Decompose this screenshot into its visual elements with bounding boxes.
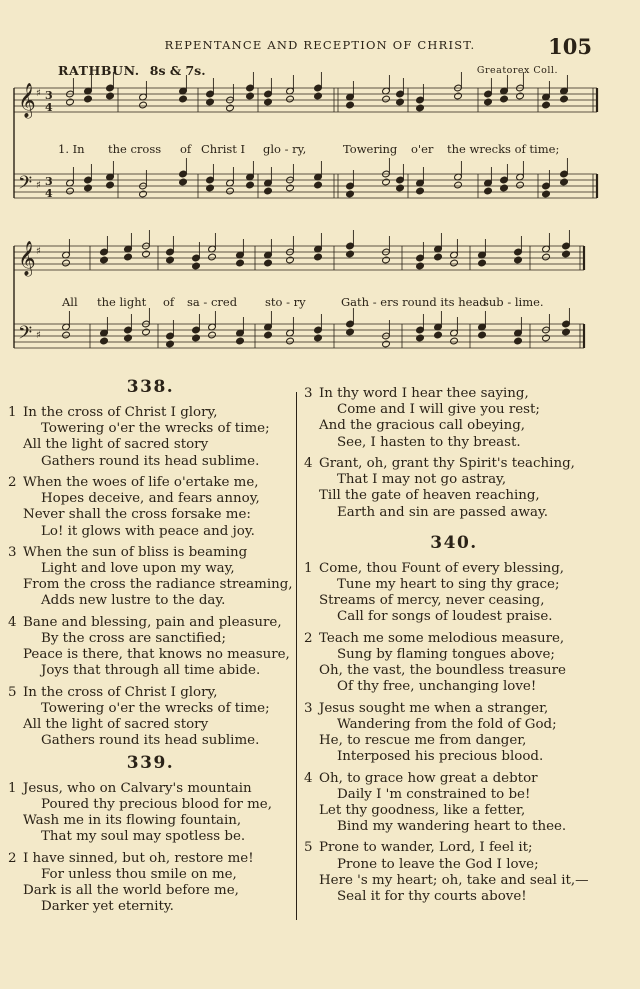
verse-line: [304, 593, 604, 609]
verse-text: Towering o'er the wrecks of time;: [41, 421, 270, 437]
verse-line: [304, 717, 604, 733]
running-header: REPENTANCE AND RECEPTION OF CHRIST.: [164, 38, 476, 52]
verse-number: 5: [304, 840, 313, 856]
verse: [8, 405, 293, 470]
verse-text: Seal it for thy courts above!: [337, 889, 527, 904]
verse-line: [304, 435, 604, 451]
verse-number: 3: [304, 386, 313, 401]
verse: [304, 701, 604, 766]
note-head: [416, 104, 425, 112]
verse-text: For unless thou smile on me,: [41, 866, 237, 882]
verse-line: [8, 524, 293, 540]
treble-clef-icon: 𝄞: [18, 83, 36, 118]
note-head: [454, 92, 463, 100]
note-head: [246, 181, 255, 189]
note-head: [416, 334, 425, 342]
hymn-340: [304, 561, 604, 906]
verse-line: [8, 437, 293, 453]
note-head: [478, 259, 487, 267]
note-head: [382, 256, 391, 264]
verse-number: 2: [304, 630, 313, 646]
verse-line: [304, 505, 604, 521]
note-head: [166, 256, 175, 264]
verse-line: [304, 803, 604, 819]
verse: [304, 631, 604, 696]
verse-text: Teach me some melodious measure,: [319, 630, 565, 646]
verse-line: [304, 857, 604, 873]
note-head: [396, 184, 405, 192]
time-signature-icon: 3: [45, 175, 53, 188]
note-head: [434, 331, 443, 339]
note-head: [142, 328, 151, 336]
note-head: [484, 98, 493, 106]
verse-number: 1: [8, 780, 17, 796]
verse-number: 5: [8, 684, 17, 700]
verse-text: Peace is there, that knows no measure,: [23, 647, 290, 663]
lyric-syllable: Towering: [343, 142, 398, 156]
note-head: [314, 334, 323, 342]
key-sharp-icon: ♯: [36, 246, 41, 257]
verse-text: Earth and sin are passed away.: [337, 504, 548, 520]
verse-line: [304, 873, 604, 889]
verse-text: Darker yet eternity.: [41, 899, 174, 915]
verse-text: When the woes of life o'ertake me,: [23, 474, 259, 490]
verse-text: All the light of sacred story: [23, 717, 209, 733]
verse: [304, 456, 604, 521]
note-head: [62, 331, 71, 339]
verse-text: That my soul may spotless be.: [41, 829, 246, 845]
verse-line: [8, 899, 293, 915]
verse-text: In the cross of Christ I glory,: [23, 684, 218, 700]
verse-line: [8, 781, 293, 797]
verse-text: Never shall the cross forsake me:: [23, 507, 251, 523]
note-head: [106, 181, 115, 189]
lyric-syllable: of: [180, 142, 192, 156]
hymn-number: 339.: [126, 752, 175, 773]
verse-line: [8, 475, 293, 491]
verse-line: [8, 491, 293, 507]
note-head: [396, 98, 405, 106]
verse-text: Sung by flaming tongues above;: [337, 646, 555, 662]
verse-text: That I may not go astray,: [337, 472, 507, 488]
note-head: [286, 184, 295, 192]
note-head: [206, 184, 215, 192]
verse-text: Prone to wander, Lord, I feel it;: [319, 840, 533, 856]
note-head: [542, 190, 551, 198]
note-head: [179, 178, 188, 186]
verse-line: [8, 813, 293, 829]
verse-line: [8, 883, 293, 899]
verse-text: Bind my wandering heart to thee.: [337, 819, 567, 835]
verse-text: Towering o'er the wrecks of time;: [41, 700, 270, 716]
hymn-number: 340.: [430, 532, 478, 553]
verse-line: [304, 386, 604, 402]
note-head: [478, 331, 487, 339]
verse-text: Prone to leave the God I love;: [337, 856, 539, 872]
verse-text: Joys that through all time abide.: [41, 663, 261, 679]
verse-text: Light and love upon my way,: [41, 561, 235, 577]
verse-text: Adds new lustre to the day.: [41, 593, 226, 609]
verse-number: 3: [8, 544, 17, 560]
verse-text: Interposed his precious blood.: [337, 749, 544, 765]
note-head: [139, 101, 148, 109]
verse-line: [304, 561, 604, 577]
verse-line: [304, 456, 604, 472]
verse-text: Let thy goodness, like a fetter,: [319, 802, 526, 818]
verse-text: Gathers round its head sublime.: [41, 453, 260, 469]
note-head: [166, 340, 175, 348]
note-head: [139, 190, 148, 198]
verse-text: By the cross are sanctified;: [41, 631, 226, 646]
note-head: [208, 253, 217, 261]
tune-name: RATHBUN.: [58, 63, 140, 78]
verse-line: [8, 685, 293, 701]
hymn-339-part1: [8, 781, 293, 916]
verse: [8, 685, 293, 750]
verse-number: 2: [8, 850, 17, 866]
note-head: [206, 98, 215, 106]
note-head: [416, 187, 425, 195]
verse-text: Hopes deceive, and fears annoy,: [41, 491, 260, 507]
treble-clef-icon: 𝄞: [18, 241, 36, 276]
verse-line: [304, 771, 604, 787]
lyric-syllable: o'er: [411, 142, 434, 156]
verse-line: [8, 733, 293, 749]
note-head: [84, 95, 93, 103]
note-head: [314, 181, 323, 189]
note-head: [416, 262, 425, 270]
verse-line: [304, 577, 604, 593]
note-head: [264, 331, 273, 339]
verse-line: [304, 402, 604, 418]
verse-text: See, I hasten to thy breast.: [337, 434, 521, 450]
lyric-syllable: 1. In: [58, 142, 85, 156]
verse-text: Oh, to grace how great a debtor: [319, 770, 538, 786]
time-signature-icon: 4: [45, 101, 53, 114]
verse-text: He, to rescue me from danger,: [319, 732, 527, 748]
verse-line: [8, 421, 293, 437]
note-head: [264, 187, 273, 195]
verse-line: [8, 561, 293, 577]
note-head: [484, 187, 493, 195]
note-head: [514, 256, 523, 264]
note-head: [500, 95, 509, 103]
note-head: [84, 184, 93, 192]
note-head: [514, 337, 523, 345]
verse-line: [304, 889, 604, 905]
lyric-syllable: of: [163, 295, 175, 309]
note-head: [192, 262, 201, 270]
note-head: [516, 92, 525, 100]
verse-line: [304, 631, 604, 647]
verse-line: [8, 851, 293, 867]
column-divider: [296, 392, 297, 920]
verse-line: [304, 819, 604, 835]
note-head: [286, 95, 295, 103]
lyric-syllable: Gath - ers round its head: [341, 295, 487, 309]
note-head: [246, 92, 255, 100]
verse-text: Here 's my heart; oh, take and seal it,—: [319, 872, 589, 888]
verse-text: Tune my heart to sing thy grace;: [337, 576, 560, 592]
verse-line: [304, 840, 604, 856]
time-signature-icon: 4: [45, 187, 53, 200]
verse-line: [8, 615, 293, 631]
verse: [304, 386, 604, 451]
verse-text: In thy word I hear thee saying,: [319, 386, 529, 401]
verse-text: Jesus sought me when a stranger,: [319, 700, 549, 716]
verse: [304, 771, 604, 836]
note-head: [179, 95, 188, 103]
lyric-syllable: sub - lime.: [483, 295, 544, 309]
note-head: [382, 340, 391, 348]
key-sharp-icon: ♯: [36, 330, 41, 341]
verse-line: [304, 418, 604, 434]
verse-text: When the sun of bliss is beaming: [23, 544, 248, 560]
verse-line: [8, 829, 293, 845]
lyric-syllable: sto - ry: [265, 295, 306, 309]
verse-line: [304, 701, 604, 717]
verse: [8, 851, 293, 916]
verse-number: 1: [8, 405, 17, 420]
lyric-syllable: Christ I: [201, 142, 246, 156]
key-sharp-icon: ♯: [36, 180, 41, 191]
note-head: [106, 92, 115, 100]
note-head: [226, 187, 235, 195]
verse-number: 4: [8, 614, 17, 630]
verse-line: [8, 631, 293, 647]
note-head: [560, 95, 569, 103]
verse: [8, 615, 293, 680]
note-head: [542, 334, 551, 342]
verse-line: [304, 679, 604, 695]
note-head: [516, 181, 525, 189]
verse-line: [8, 717, 293, 733]
note-head: [142, 250, 151, 258]
lyric-syllable: sa - cred: [187, 295, 238, 309]
verse-line: [8, 701, 293, 717]
note-head: [236, 337, 245, 345]
note-head: [124, 334, 133, 342]
lyric-syllable: All: [62, 295, 78, 309]
note-head: [314, 92, 323, 100]
note-head: [192, 334, 201, 342]
note-head: [100, 337, 109, 345]
verse-text: Oh, the vast, the boundless treasure: [319, 663, 566, 678]
verse-text: Streams of mercy, never ceasing,: [319, 593, 545, 609]
note-head: [346, 190, 355, 198]
verse-line: [304, 749, 604, 765]
verse-line: [8, 647, 293, 663]
note-head: [562, 250, 571, 258]
verse-number: 1: [304, 560, 313, 576]
verse-line: [8, 867, 293, 883]
verse-line: [8, 405, 293, 421]
verse-text: Lo! it glows with peace and joy.: [41, 523, 255, 539]
lyric-syllable: the wrecks of time;: [447, 142, 560, 156]
verse: [304, 561, 604, 626]
verse-line: [8, 454, 293, 470]
verse-text: Till the gate of heaven reaching,: [319, 488, 540, 504]
note-head: [346, 250, 355, 258]
verse-text: Wash me in its flowing fountain,: [23, 813, 242, 829]
note-head: [542, 253, 551, 261]
right-column: [304, 386, 604, 910]
verse-text: Bane and blessing, pain and pleasure,: [23, 614, 282, 630]
verse-line: [304, 663, 604, 679]
verse-line: [304, 488, 604, 504]
note-head: [500, 184, 509, 192]
note-head: [66, 98, 75, 106]
note-head: [314, 253, 323, 261]
tune-source: Greatorex Coll.: [476, 65, 558, 76]
verse-line: [304, 733, 604, 749]
verse-line: [8, 593, 293, 609]
verse-number: 4: [304, 455, 313, 471]
verse: [304, 840, 604, 905]
verse-line: [304, 609, 604, 625]
verse-text: Jesus, who on Calvary's mountain: [23, 780, 252, 796]
note-head: [450, 259, 459, 267]
verse: [8, 781, 293, 846]
verse: [8, 475, 293, 540]
note-head: [62, 259, 71, 267]
verse-line: [304, 472, 604, 488]
note-head: [264, 259, 273, 267]
bass-clef-icon: 𝄢: [18, 173, 33, 198]
music-score: [0, 0, 640, 380]
verse-text: Wandering from the fold of God;: [337, 716, 557, 732]
note-head: [286, 337, 295, 345]
lyric-syllable: glo - ry,: [263, 142, 307, 156]
page-number: 105: [548, 34, 592, 59]
verse-number: 3: [304, 700, 313, 716]
note-head: [264, 98, 273, 106]
verse-text: Grant, oh, grant thy Spirit's teaching,: [319, 455, 575, 471]
verse-line: [304, 787, 604, 803]
time-signature-icon: 3: [45, 89, 53, 102]
verse-text: Gathers round its head sublime.: [41, 733, 260, 749]
verse-line: [304, 647, 604, 663]
verse-text: And the gracious call obeying,: [319, 418, 526, 434]
verse-line: [8, 577, 293, 593]
verse-text: Come and I will give you rest;: [337, 402, 540, 418]
verse-line: [8, 797, 293, 813]
note-head: [450, 337, 459, 345]
note-head: [562, 328, 571, 336]
verse-line: [8, 663, 293, 679]
lyric-syllable: the light: [97, 295, 147, 309]
note-head: [542, 101, 551, 109]
note-head: [124, 253, 133, 261]
note-head: [66, 187, 75, 195]
key-sharp-icon: ♯: [36, 88, 41, 99]
note-head: [560, 178, 569, 186]
note-head: [454, 181, 463, 189]
note-head: [346, 328, 355, 336]
verse-text: Daily I 'm constrained to be!: [337, 786, 531, 802]
note-head: [236, 259, 245, 267]
note-head: [346, 101, 355, 109]
note-head: [434, 253, 443, 261]
verse-text: Come, thou Fount of every blessing,: [319, 560, 565, 576]
note-head: [382, 95, 391, 103]
verse: [8, 545, 293, 610]
verse-text: I have sinned, but oh, restore me!: [23, 850, 254, 866]
verse-line: [8, 507, 293, 523]
note-head: [226, 104, 235, 112]
note-head: [286, 256, 295, 264]
hymn-338: [8, 405, 293, 750]
verse-number: 4: [304, 770, 313, 786]
note-head: [208, 331, 217, 339]
verse-text: Call for songs of loudest praise.: [337, 609, 553, 625]
verse-text: Of thy free, unchanging love!: [337, 679, 537, 695]
verse-text: All the light of sacred story: [23, 437, 209, 453]
verse-line: [8, 545, 293, 561]
bass-clef-icon: 𝄢: [18, 323, 33, 348]
hymn-339-part2: [304, 386, 604, 521]
note-head: [100, 256, 109, 264]
lyric-syllable: the cross: [108, 142, 162, 156]
hymn-number: 338.: [126, 377, 175, 397]
tune-meter: 8s & 7s.: [149, 63, 206, 78]
verse-text: Dark is all the world before me,: [23, 883, 239, 898]
note-head: [382, 178, 391, 186]
verse-text: Poured thy precious blood for me,: [41, 796, 272, 812]
verse-text: In the cross of Christ I glory,: [23, 405, 218, 420]
verse-number: 2: [8, 474, 17, 490]
verse-text: From the cross the radiance streaming,: [23, 577, 293, 593]
left-column: [8, 375, 293, 921]
